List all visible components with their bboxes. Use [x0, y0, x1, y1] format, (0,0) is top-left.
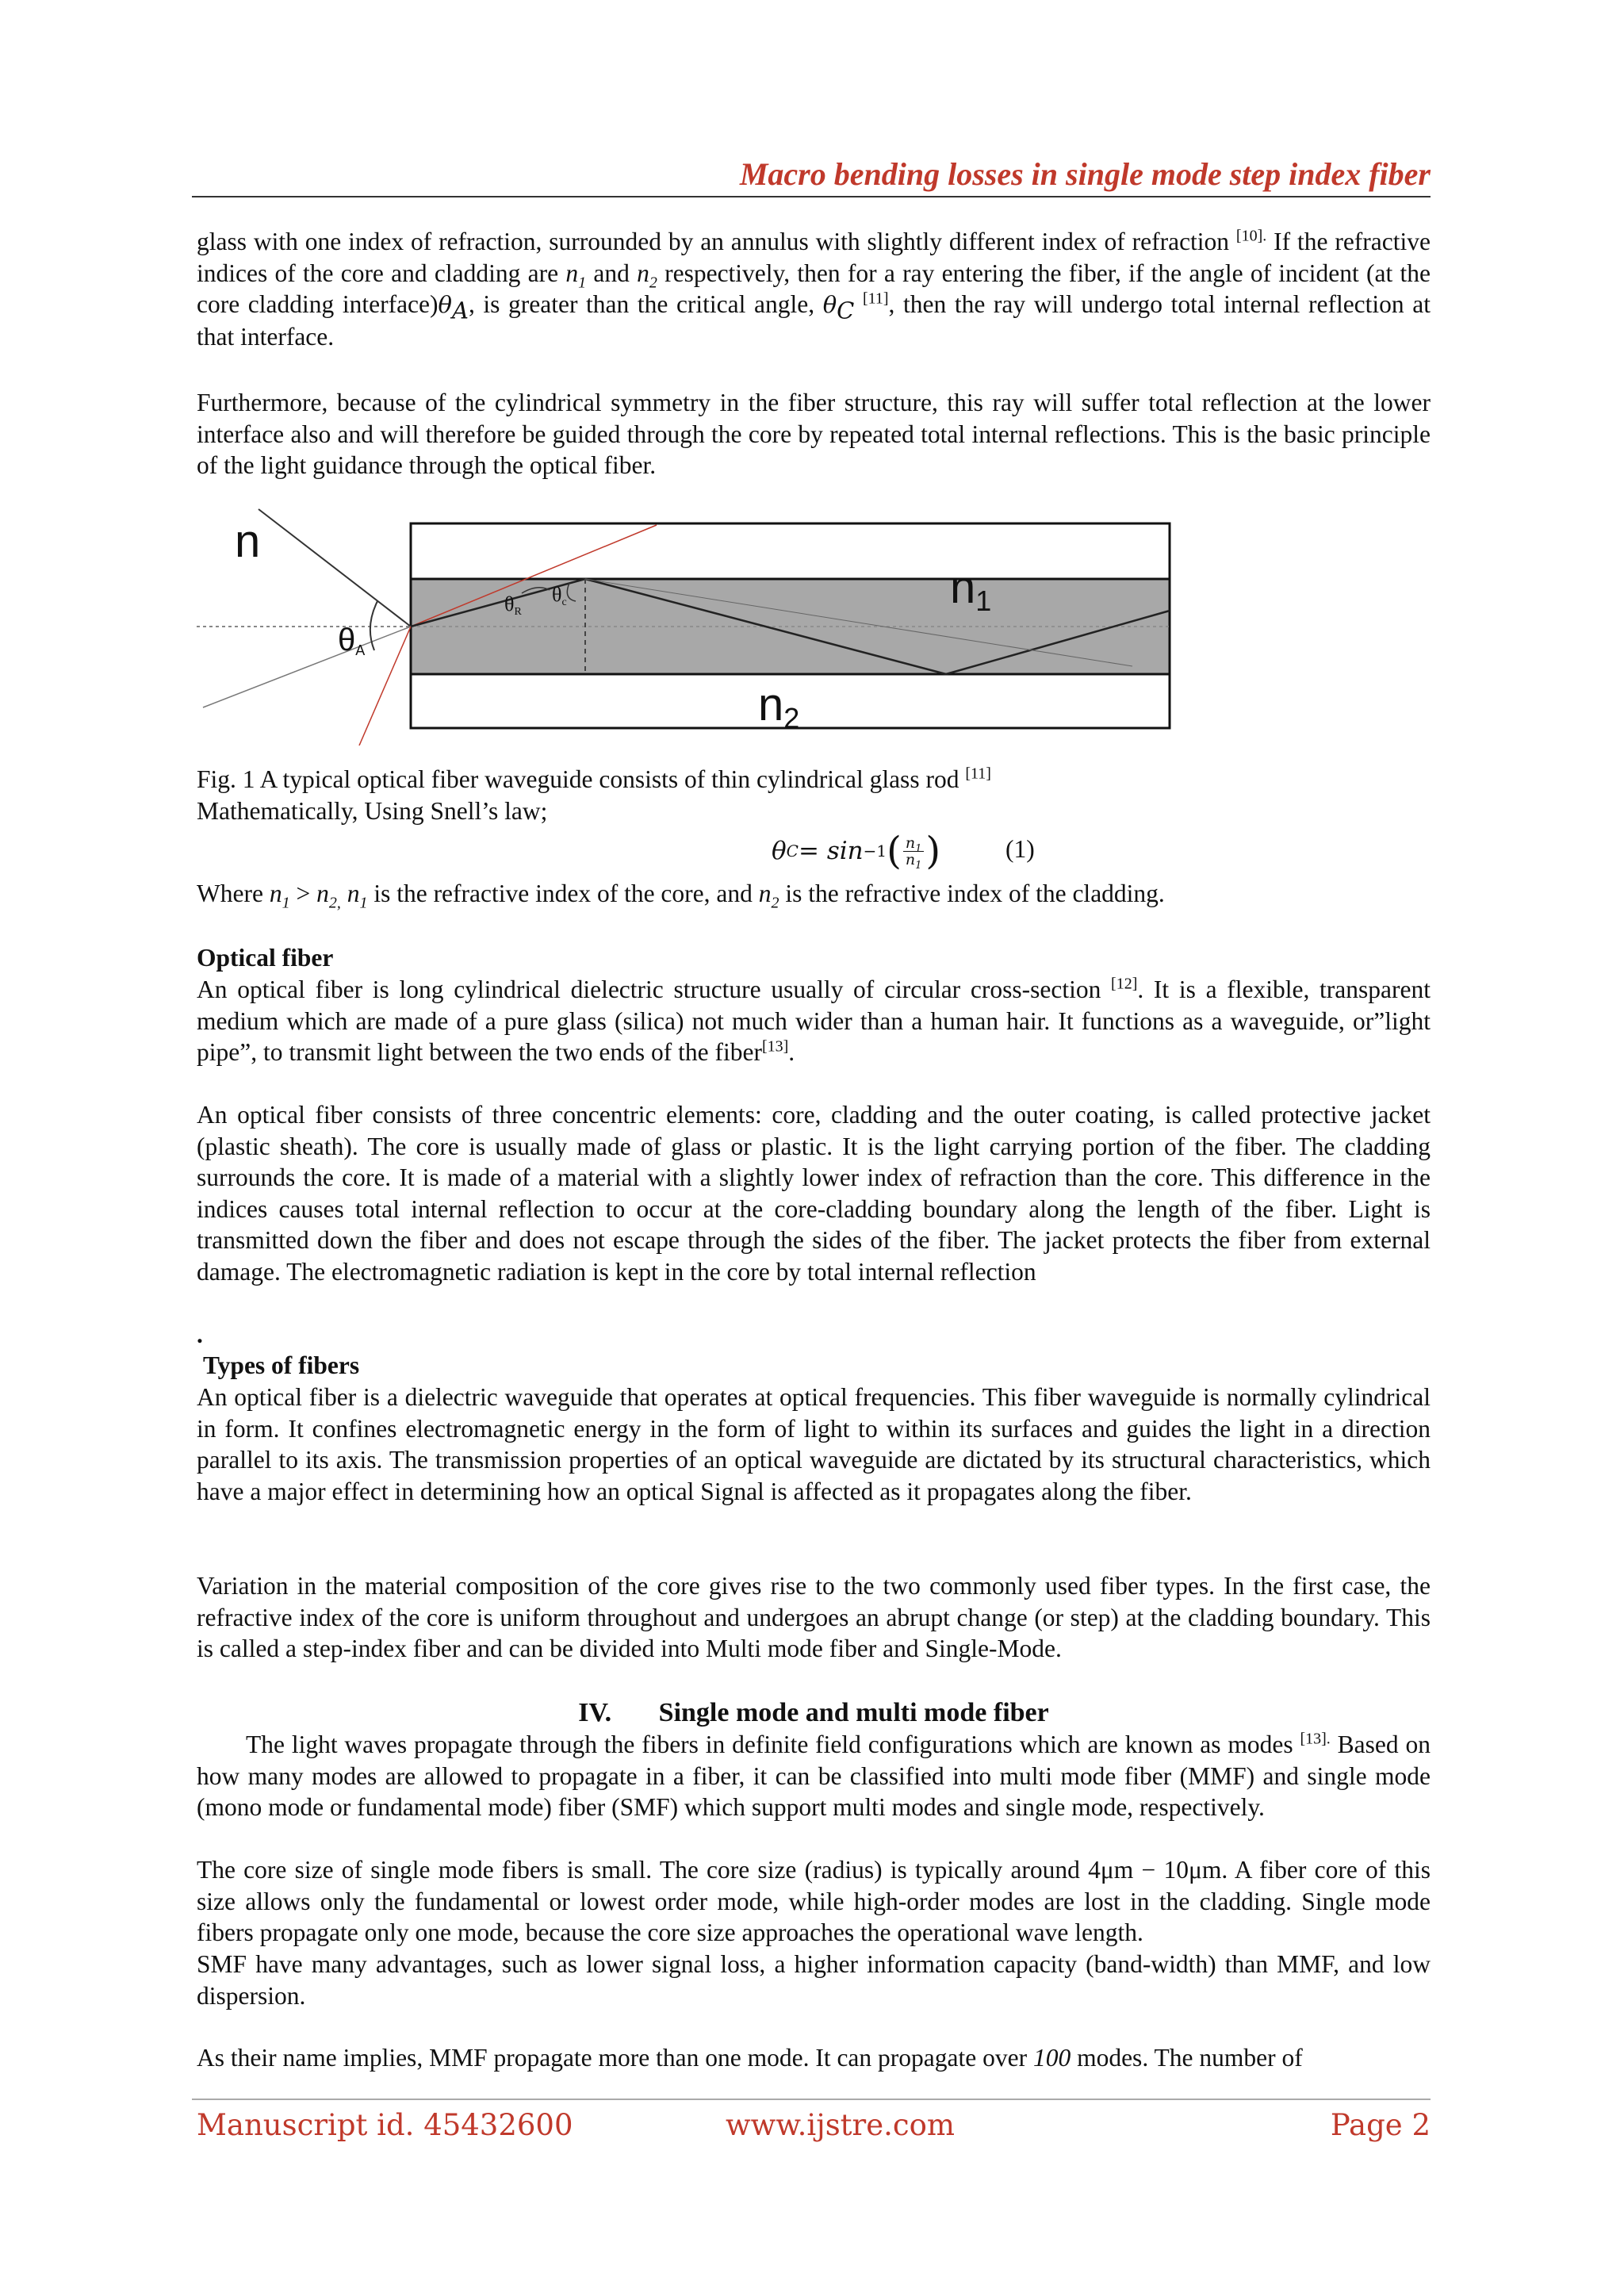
footer-page-number: Page 2 [1330, 2108, 1431, 2142]
section-4-paragraph-1: The light waves propagate through the fibers in definite field configurations which are known as modes $^{[13].}$ Based on how many modes are allowed to propagate in a fiber, it can be classified into multi mode fiber (MMF) and single mode (mono mode or fundamental mode) fiber (SMF) which support multi modes and single mode, respectively. [197, 1730, 1431, 1821]
header-divider [192, 196, 1431, 197]
label-n1: n1 [950, 562, 992, 617]
label-theta-r: θR [504, 592, 522, 618]
optical-fiber-paragraph-1: An optical fiber is long cylindrical dielectric structure usually of circular cross-section [12]. It is a flexible, transparent medium which are made of a pure glass (silica) not much wider than a human hair. It functions as a waveguide, or”light pipe”, to transmit light between the two ends of the fiber[13]. [197, 975, 1431, 1066]
fiber-diagram [197, 508, 1228, 746]
equation-intro: Mathematically, Using Snell’s law; [197, 797, 548, 825]
intro-paragraph-1: glass with one index of refraction, surrounded by an annulus with slightly different index of refraction $^{[10].}$ If the refractive indices of the core and cladding are $n_1$ and $n_2$ respectively, then for a ray entering the fiber, if the angle of incident (at the core cladding $interface)\theta_A$, is greater than the critical angle, $\theta_C$ [11], then the ray will undergo total internal reflection at that interface. [197, 227, 1431, 351]
equation-body: θ C = sin −1 ( $\frac{n_1}{n_1}$ ) [772, 829, 941, 873]
core-region [411, 579, 1170, 674]
section-4-paragraph-3: SMF have many advantages, such as lower signal loss, a higher information capacity (band-width) than MMF, and low dispersion. [197, 1950, 1431, 2010]
heading-types-of-fibers: Types of fibers [203, 1351, 360, 1379]
equation-fraction: $\frac{n_1}{n_1}$ [903, 835, 925, 868]
refracted-external-ray [203, 627, 411, 707]
equation-where: Where $n_1 > n_{2,}$ $n_1$ is the refractive index of the core, and $n_2$ is the refractive index of the cladding. [197, 880, 1165, 912]
label-theta-a: θA [338, 623, 366, 658]
escaping-ray-lower [359, 627, 411, 746]
heading-optical-fiber: Optical fiber [197, 944, 334, 972]
incident-ray [259, 509, 411, 627]
label-n2: n2 [758, 679, 800, 734]
section-4-paragraph-4: As their name implies, MMF propagate more than one mode. It can propagate over 100 modes. The number of [197, 2044, 1303, 2072]
footer-manuscript-id: Manuscript id. 45432600 [197, 2108, 573, 2142]
running-header: Macro bending losses in single mode step index fiber [739, 156, 1431, 192]
optical-fiber-paragraph-2: An optical fiber consists of three concentric elements: core, cladding and the outer coating, is called protective jacket (plastic sheath). The core is usually made of glass or plastic. It is the light carrying portion of the fiber. The cladding surrounds the core. It is made of a material with a slightly lower index of refraction than the core. This difference in the indices causes total internal reflection to occur at the core-cladding boundary along the length of the fiber. Light is transmitted down the fiber and does not escape through the sides of the fiber. The jacket protects the fiber from external damage. The electromagnetic radiation is kept in the core by total internal reflection [197, 1101, 1431, 1286]
intro-paragraph-2: Furthermore, because of the cylindrical symmetry in the fiber structure, this ray will suffer total reflection at the lower interface also and will therefore be guided through the core by repeated total internal reflections. This is the basic principle of the light guidance through the optical fiber. [197, 389, 1431, 479]
section-4-heading: IV. Single mode and multi mode fiber [578, 1698, 1049, 1727]
types-paragraph-2: Variation in the material composition of the core gives rise to the two commonly used fiber types. In the first case, the refractive index of the core is uniform throughout and undergoes an abrupt change (or step) at the cladding boundary. This is called a step-index fiber and can be divided into Multi mode fiber and Single-Mode. [197, 1572, 1431, 1662]
label-n: n [235, 516, 261, 567]
equation-number: (1) [1005, 835, 1035, 863]
types-paragraph-1: An optical fiber is a dielectric waveguide that operates at optical frequencies. This fiber waveguide is normally cylindrical in form. It confines electromagnetic energy in the form of light to within its surfaces and guides the light in a direction parallel to its axis. The transmission properties of an optical waveguide are dictated by its structural characteristics, which have a major effect in determining how an optical Signal is affected as it propagates along the fiber. [197, 1383, 1431, 1505]
citation: [10]. [1235, 227, 1267, 245]
footer-divider [192, 2099, 1431, 2100]
stray-dot: . [197, 1320, 203, 1348]
label-theta-c: θc [552, 583, 567, 608]
equation-1 [197, 827, 1431, 875]
figure-caption: Fig. 1 A typical optical fiber waveguide consists of thin cylindrical glass rod [11] [197, 765, 991, 793]
section-4-paragraph-2: The core size of single mode fibers is small. The core size (radius) is typically around 4μm − 10μm. A fiber core of this size allows only the fundamental or lowest order mode, while high-order modes are lost in the cladding. Single mode fibers propagate only one mode, because the core size approaches the operational wave length. [197, 1856, 1431, 1946]
citation: [11] [862, 289, 889, 308]
footer-website: www.ijstre.com [726, 2108, 955, 2142]
